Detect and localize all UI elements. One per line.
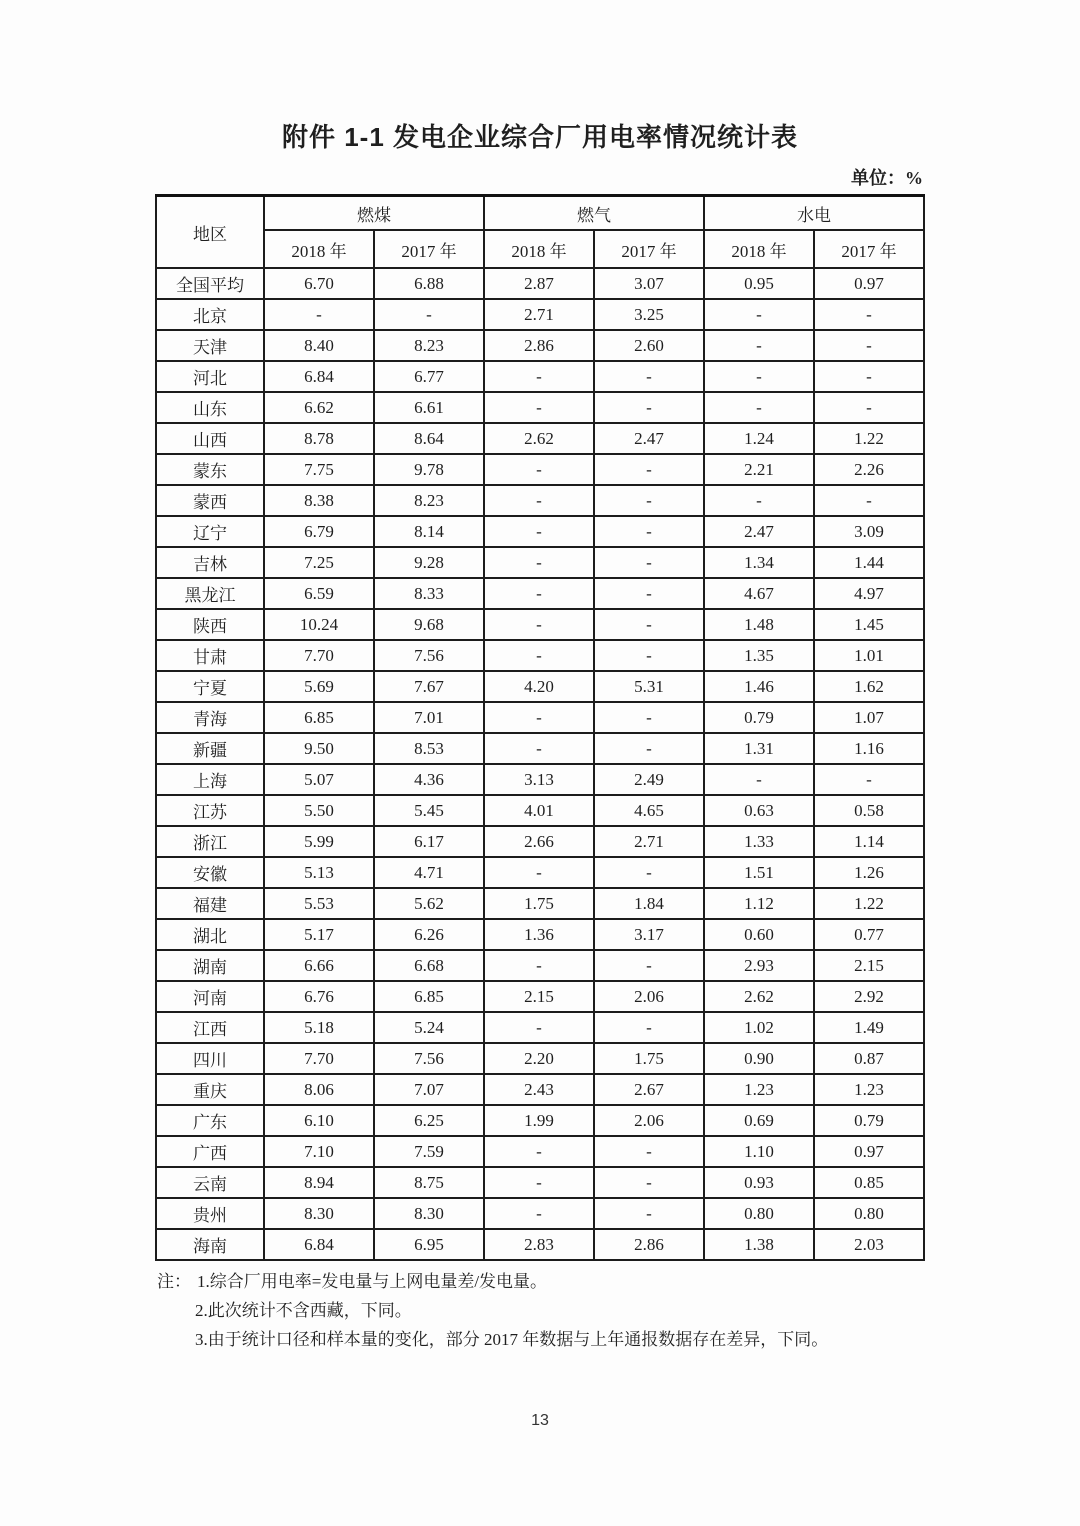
value-cell: 0.95: [704, 268, 814, 299]
value-cell: 2.86: [484, 330, 594, 361]
value-cell: 8.64: [374, 423, 484, 454]
region-cell: 湖南: [156, 950, 264, 981]
region-cell: 重庆: [156, 1074, 264, 1105]
region-cell: 河北: [156, 361, 264, 392]
value-cell: 0.97: [814, 268, 924, 299]
value-cell: 2.20: [484, 1043, 594, 1074]
value-cell: 6.62: [264, 392, 374, 423]
region-cell: 福建: [156, 888, 264, 919]
value-cell: 3.25: [594, 299, 704, 330]
value-cell: 1.24: [704, 423, 814, 454]
value-cell: 9.78: [374, 454, 484, 485]
value-cell: 1.99: [484, 1105, 594, 1136]
value-cell: 1.46: [704, 671, 814, 702]
value-cell: 7.59: [374, 1136, 484, 1167]
value-cell: 8.94: [264, 1167, 374, 1198]
value-cell: 1.75: [594, 1043, 704, 1074]
table-row: [156, 454, 924, 485]
value-cell: 1.48: [704, 609, 814, 640]
value-cell: -: [814, 361, 924, 392]
note-text: 2.此次统计不含西藏，下同。: [195, 1301, 412, 1320]
value-cell: 6.85: [264, 702, 374, 733]
region-cell: 河南: [156, 981, 264, 1012]
value-cell: 2.62: [484, 423, 594, 454]
column-group-coal: 燃煤: [264, 196, 484, 231]
value-cell: 2.03: [814, 1229, 924, 1260]
value-cell: -: [484, 1012, 594, 1043]
column-header-gas-2018: 2018 年: [484, 230, 594, 268]
region-cell: 蒙西: [156, 485, 264, 516]
region-cell: 北京: [156, 299, 264, 330]
value-cell: 2.26: [814, 454, 924, 485]
table-row: [156, 268, 924, 299]
page-title: 附件 1-1 发电企业综合厂用电率情况统计表: [281, 122, 799, 152]
value-cell: 0.58: [814, 795, 924, 826]
value-cell: -: [814, 330, 924, 361]
value-cell: -: [814, 485, 924, 516]
value-cell: 6.17: [374, 826, 484, 857]
table-row: [156, 485, 924, 516]
region-cell: 山东: [156, 392, 264, 423]
value-cell: 0.63: [704, 795, 814, 826]
value-cell: 10.24: [264, 609, 374, 640]
note-text: 3.由于统计口径和样本量的变化，部分 2017 年数据与上年通报数据存在差异，下同。: [195, 1330, 829, 1349]
value-cell: 6.70: [264, 268, 374, 299]
value-cell: 0.80: [704, 1198, 814, 1229]
region-cell: 海南: [156, 1229, 264, 1260]
value-cell: 1.12: [704, 888, 814, 919]
value-cell: 7.75: [264, 454, 374, 485]
column-header-coal-2017: 2017 年: [374, 230, 484, 268]
value-cell: 3.13: [484, 764, 594, 795]
region-cell: 吉林: [156, 547, 264, 578]
value-cell: 4.20: [484, 671, 594, 702]
value-cell: 2.06: [594, 981, 704, 1012]
value-cell: -: [264, 299, 374, 330]
value-cell: 0.97: [814, 1136, 924, 1167]
column-group-gas: 燃气: [484, 196, 704, 231]
value-cell: 8.53: [374, 733, 484, 764]
unit-label: 单位：%: [851, 168, 923, 188]
value-cell: 2.21: [704, 454, 814, 485]
value-cell: -: [484, 1167, 594, 1198]
table-row: [156, 1012, 924, 1043]
region-cell: 四川: [156, 1043, 264, 1074]
table-row: [156, 516, 924, 547]
table-row: [156, 857, 924, 888]
value-cell: -: [594, 1198, 704, 1229]
region-cell: 安徽: [156, 857, 264, 888]
value-cell: 4.01: [484, 795, 594, 826]
value-cell: -: [484, 733, 594, 764]
value-cell: 1.34: [704, 547, 814, 578]
value-cell: 8.23: [374, 485, 484, 516]
region-cell: 宁夏: [156, 671, 264, 702]
table-row: [156, 919, 924, 950]
note-prefix: 注：: [157, 1272, 191, 1291]
value-cell: 4.97: [814, 578, 924, 609]
value-cell: 6.25: [374, 1105, 484, 1136]
value-cell: 7.10: [264, 1136, 374, 1167]
table-row: [156, 1198, 924, 1229]
table-body: [156, 268, 924, 1260]
value-cell: 6.59: [264, 578, 374, 609]
region-cell: 贵州: [156, 1198, 264, 1229]
value-cell: 1.26: [814, 857, 924, 888]
value-cell: 5.53: [264, 888, 374, 919]
value-cell: -: [484, 1136, 594, 1167]
value-cell: -: [594, 702, 704, 733]
table-row: [156, 547, 924, 578]
value-cell: -: [704, 299, 814, 330]
value-cell: 5.07: [264, 764, 374, 795]
value-cell: 7.70: [264, 640, 374, 671]
value-cell: 2.15: [484, 981, 594, 1012]
table-row: [156, 423, 924, 454]
value-cell: 4.65: [594, 795, 704, 826]
value-cell: -: [704, 330, 814, 361]
value-cell: 7.70: [264, 1043, 374, 1074]
column-header-region: 地区: [156, 196, 264, 269]
header-group-row: [156, 196, 924, 231]
region-cell: 甘肃: [156, 640, 264, 671]
value-cell: -: [484, 578, 594, 609]
column-header-coal-2018: 2018 年: [264, 230, 374, 268]
value-cell: -: [704, 361, 814, 392]
value-cell: -: [594, 516, 704, 547]
value-cell: 4.71: [374, 857, 484, 888]
value-cell: 1.14: [814, 826, 924, 857]
note-line-3: [157, 1325, 1077, 1354]
region-cell: 黑龙江: [156, 578, 264, 609]
value-cell: 0.93: [704, 1167, 814, 1198]
value-cell: 2.47: [704, 516, 814, 547]
value-cell: -: [484, 485, 594, 516]
value-cell: 1.23: [814, 1074, 924, 1105]
value-cell: 3.09: [814, 516, 924, 547]
value-cell: 6.10: [264, 1105, 374, 1136]
value-cell: 1.84: [594, 888, 704, 919]
value-cell: -: [814, 392, 924, 423]
value-cell: 1.45: [814, 609, 924, 640]
table-row: [156, 826, 924, 857]
value-cell: -: [484, 1198, 594, 1229]
value-cell: -: [594, 454, 704, 485]
region-cell: 湖北: [156, 919, 264, 950]
column-header-hydro-2017: 2017 年: [814, 230, 924, 268]
value-cell: 1.44: [814, 547, 924, 578]
value-cell: 6.85: [374, 981, 484, 1012]
value-cell: 1.62: [814, 671, 924, 702]
table-row: [156, 1229, 924, 1260]
region-cell: 山西: [156, 423, 264, 454]
value-cell: 0.90: [704, 1043, 814, 1074]
value-cell: 5.50: [264, 795, 374, 826]
region-cell: 辽宁: [156, 516, 264, 547]
value-cell: -: [484, 392, 594, 423]
value-cell: 6.76: [264, 981, 374, 1012]
value-cell: -: [594, 361, 704, 392]
table-row: [156, 1074, 924, 1105]
table-row: [156, 299, 924, 330]
table-row: [156, 888, 924, 919]
table-row: [156, 671, 924, 702]
value-cell: 2.83: [484, 1229, 594, 1260]
value-cell: 6.84: [264, 1229, 374, 1260]
value-cell: 6.95: [374, 1229, 484, 1260]
value-cell: -: [484, 950, 594, 981]
value-cell: 2.66: [484, 826, 594, 857]
value-cell: -: [814, 299, 924, 330]
value-cell: 1.07: [814, 702, 924, 733]
value-cell: -: [814, 764, 924, 795]
value-cell: -: [594, 485, 704, 516]
value-cell: 0.77: [814, 919, 924, 950]
table-notes: [157, 1267, 1077, 1354]
table-header: [156, 196, 924, 269]
note-line-2: [157, 1296, 1077, 1325]
region-cell: 江苏: [156, 795, 264, 826]
value-cell: -: [704, 764, 814, 795]
value-cell: -: [374, 299, 484, 330]
region-cell: 蒙东: [156, 454, 264, 485]
table-row: [156, 1105, 924, 1136]
value-cell: 8.38: [264, 485, 374, 516]
value-cell: 5.99: [264, 826, 374, 857]
value-cell: 5.13: [264, 857, 374, 888]
value-cell: 2.92: [814, 981, 924, 1012]
value-cell: 7.25: [264, 547, 374, 578]
value-cell: 1.16: [814, 733, 924, 764]
value-cell: -: [484, 547, 594, 578]
statistics-table: [155, 194, 925, 1261]
value-cell: 6.79: [264, 516, 374, 547]
column-header-gas-2017: 2017 年: [594, 230, 704, 268]
value-cell: 2.86: [594, 1229, 704, 1260]
value-cell: 1.10: [704, 1136, 814, 1167]
value-cell: 6.84: [264, 361, 374, 392]
value-cell: 1.23: [704, 1074, 814, 1105]
value-cell: -: [484, 361, 594, 392]
value-cell: -: [594, 857, 704, 888]
region-cell: 新疆: [156, 733, 264, 764]
table-row: [156, 609, 924, 640]
value-cell: -: [594, 950, 704, 981]
value-cell: 1.49: [814, 1012, 924, 1043]
value-cell: -: [704, 392, 814, 423]
value-cell: 8.78: [264, 423, 374, 454]
value-cell: -: [704, 485, 814, 516]
region-cell: 上海: [156, 764, 264, 795]
value-cell: 2.87: [484, 268, 594, 299]
value-cell: -: [594, 1136, 704, 1167]
value-cell: -: [484, 609, 594, 640]
value-cell: 7.01: [374, 702, 484, 733]
region-cell: 云南: [156, 1167, 264, 1198]
value-cell: 1.51: [704, 857, 814, 888]
value-cell: 0.85: [814, 1167, 924, 1198]
table-row: [156, 702, 924, 733]
note-line-1: [157, 1267, 1077, 1296]
value-cell: 7.67: [374, 671, 484, 702]
value-cell: -: [484, 702, 594, 733]
value-cell: 1.36: [484, 919, 594, 950]
value-cell: 0.79: [814, 1105, 924, 1136]
value-cell: 7.56: [374, 640, 484, 671]
region-cell: 江西: [156, 1012, 264, 1043]
region-cell: 全国平均: [156, 268, 264, 299]
value-cell: -: [594, 733, 704, 764]
value-cell: 7.56: [374, 1043, 484, 1074]
header-year-row: [156, 230, 924, 268]
value-cell: 1.02: [704, 1012, 814, 1043]
value-cell: 7.07: [374, 1074, 484, 1105]
value-cell: 8.30: [374, 1198, 484, 1229]
value-cell: 6.66: [264, 950, 374, 981]
value-cell: -: [484, 454, 594, 485]
value-cell: 5.45: [374, 795, 484, 826]
note-text: 1.综合厂用电率=发电量与上网电量差/发电量。: [197, 1272, 548, 1291]
value-cell: 6.88: [374, 268, 484, 299]
region-cell: 青海: [156, 702, 264, 733]
table-row: [156, 1136, 924, 1167]
value-cell: 8.14: [374, 516, 484, 547]
value-cell: 0.80: [814, 1198, 924, 1229]
value-cell: 1.22: [814, 888, 924, 919]
region-cell: 陕西: [156, 609, 264, 640]
value-cell: 2.06: [594, 1105, 704, 1136]
table-row: [156, 733, 924, 764]
region-cell: 广东: [156, 1105, 264, 1136]
value-cell: 0.79: [704, 702, 814, 733]
value-cell: 6.77: [374, 361, 484, 392]
value-cell: 2.49: [594, 764, 704, 795]
region-cell: 广西: [156, 1136, 264, 1167]
value-cell: -: [484, 516, 594, 547]
value-cell: 0.87: [814, 1043, 924, 1074]
table-row: [156, 764, 924, 795]
region-cell: 天津: [156, 330, 264, 361]
value-cell: 2.62: [704, 981, 814, 1012]
value-cell: 0.69: [704, 1105, 814, 1136]
value-cell: -: [594, 640, 704, 671]
value-cell: 2.67: [594, 1074, 704, 1105]
value-cell: -: [594, 578, 704, 609]
column-header-hydro-2018: 2018 年: [704, 230, 814, 268]
value-cell: -: [594, 392, 704, 423]
value-cell: 6.26: [374, 919, 484, 950]
value-cell: -: [594, 1167, 704, 1198]
value-cell: 5.62: [374, 888, 484, 919]
value-cell: 1.01: [814, 640, 924, 671]
value-cell: 2.47: [594, 423, 704, 454]
value-cell: 4.36: [374, 764, 484, 795]
value-cell: 1.35: [704, 640, 814, 671]
value-cell: 5.18: [264, 1012, 374, 1043]
value-cell: 6.61: [374, 392, 484, 423]
value-cell: 2.60: [594, 330, 704, 361]
value-cell: 9.50: [264, 733, 374, 764]
value-cell: 4.67: [704, 578, 814, 609]
value-cell: 2.71: [484, 299, 594, 330]
value-cell: 5.17: [264, 919, 374, 950]
column-group-hydro: 水电: [704, 196, 924, 231]
value-cell: 0.60: [704, 919, 814, 950]
value-cell: 8.40: [264, 330, 374, 361]
value-cell: 5.69: [264, 671, 374, 702]
value-cell: -: [484, 857, 594, 888]
value-cell: 1.31: [704, 733, 814, 764]
value-cell: 1.33: [704, 826, 814, 857]
value-cell: 8.33: [374, 578, 484, 609]
table-row: [156, 1043, 924, 1074]
page-number: 13: [531, 1412, 549, 1429]
value-cell: -: [484, 640, 594, 671]
value-cell: 8.23: [374, 330, 484, 361]
table-row: [156, 578, 924, 609]
value-cell: 8.06: [264, 1074, 374, 1105]
table-row: [156, 640, 924, 671]
value-cell: 9.68: [374, 609, 484, 640]
value-cell: 2.93: [704, 950, 814, 981]
value-cell: 2.15: [814, 950, 924, 981]
value-cell: 1.22: [814, 423, 924, 454]
value-cell: 2.43: [484, 1074, 594, 1105]
value-cell: 2.71: [594, 826, 704, 857]
value-cell: 5.24: [374, 1012, 484, 1043]
table-row: [156, 1167, 924, 1198]
region-cell: 浙江: [156, 826, 264, 857]
value-cell: 1.75: [484, 888, 594, 919]
value-cell: 1.38: [704, 1229, 814, 1260]
table-row: [156, 981, 924, 1012]
table-row: [156, 330, 924, 361]
value-cell: -: [594, 547, 704, 578]
value-cell: 9.28: [374, 547, 484, 578]
value-cell: -: [594, 1012, 704, 1043]
value-cell: 3.07: [594, 268, 704, 299]
value-cell: -: [594, 609, 704, 640]
value-cell: 8.30: [264, 1198, 374, 1229]
value-cell: 8.75: [374, 1167, 484, 1198]
table-row: [156, 361, 924, 392]
value-cell: 6.68: [374, 950, 484, 981]
table-row: [156, 950, 924, 981]
value-cell: 5.31: [594, 671, 704, 702]
table-row: [156, 392, 924, 423]
table-row: [156, 795, 924, 826]
value-cell: 3.17: [594, 919, 704, 950]
